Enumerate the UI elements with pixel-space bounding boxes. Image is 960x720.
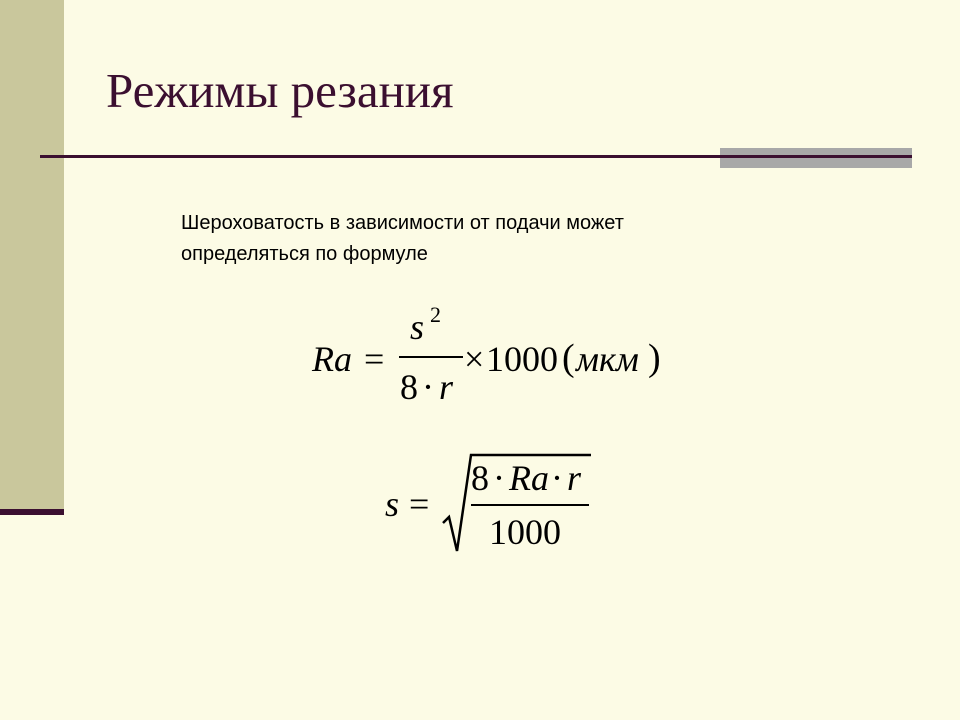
body-text <box>181 208 821 270</box>
f1-fraction-bar <box>399 355 463 359</box>
f1-times: × <box>464 339 485 379</box>
f2-numerator-a: 8 <box>471 458 489 498</box>
f2-numerator-b: Ra <box>509 458 549 498</box>
f2-fraction-bar <box>471 503 589 507</box>
f2-denominator: 1000 <box>489 512 561 552</box>
f2-dot-2: · <box>551 458 563 498</box>
f2-equals: = <box>409 484 430 524</box>
f1-unit: мкм <box>576 339 639 379</box>
slide-title: Режимы резания <box>106 63 454 118</box>
f2-dot-1: · <box>493 458 505 498</box>
f1-coefficient: 1000 <box>486 339 558 379</box>
f1-denominator-dot: · <box>422 367 434 407</box>
f2-lhs: s <box>385 484 400 524</box>
f1-denominator-b: r <box>439 367 454 407</box>
f1-paren-open: ( <box>562 337 575 379</box>
f1-equals: = <box>364 339 385 379</box>
body-text-line-2: определяться по формуле <box>181 243 428 265</box>
feed-formula <box>385 445 605 565</box>
f1-numerator-exponent: 2 <box>430 302 441 327</box>
title-divider-accent <box>720 148 912 168</box>
roughness-formula <box>312 300 692 420</box>
f2-numerator-c: r <box>567 458 582 498</box>
f1-paren-close: ) <box>648 337 661 379</box>
left-decor-band <box>0 0 64 512</box>
f1-denominator-a: 8 <box>400 367 418 407</box>
left-decor-line <box>0 509 64 515</box>
body-text-line-1: Шероховатость в зависимости от подачи может <box>181 212 624 234</box>
f1-lhs: Ra <box>312 339 352 379</box>
f1-numerator-base: s <box>410 307 425 347</box>
